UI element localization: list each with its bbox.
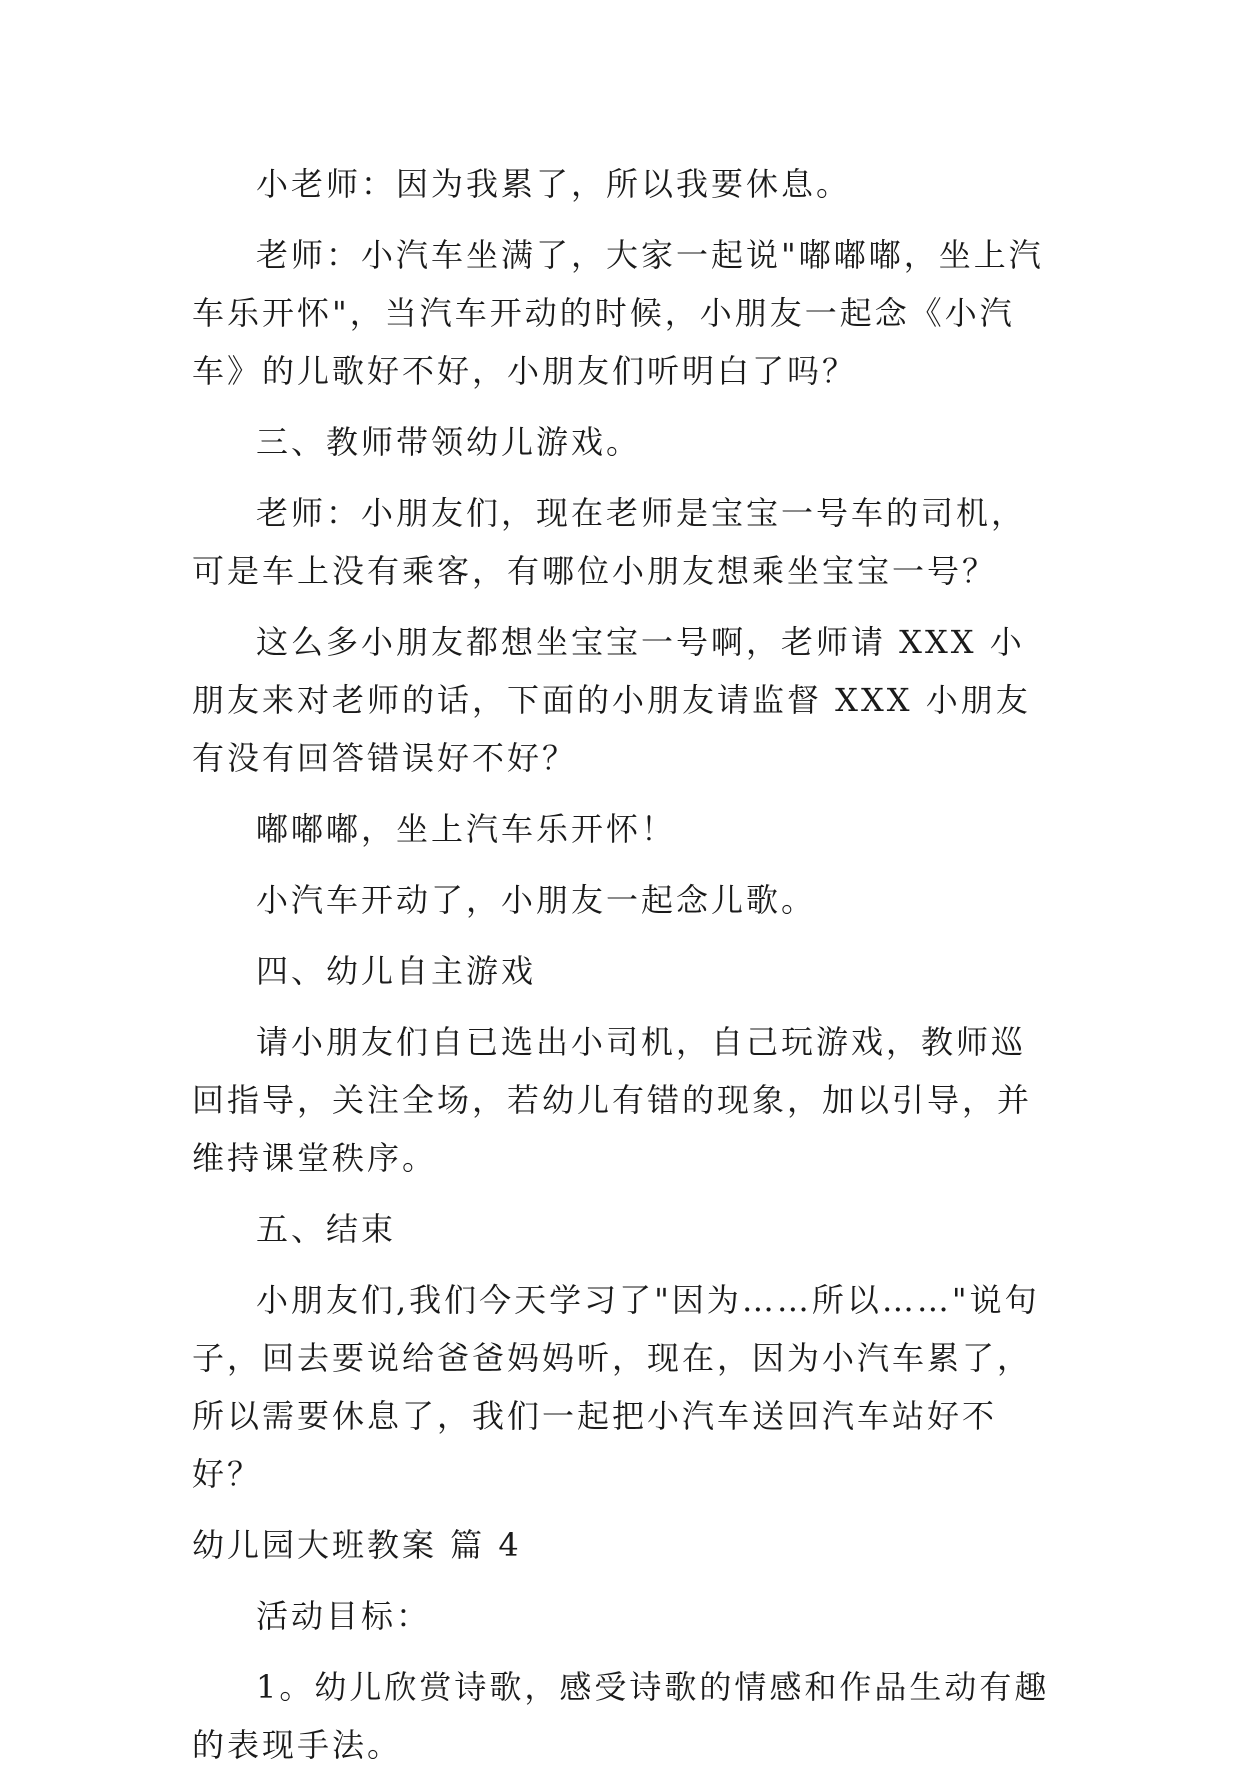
document-body bbox=[192, 155, 1052, 1787]
paragraph-car-starts: 小汽车开动了，小朋友一起念儿歌。 bbox=[256, 881, 817, 919]
paragraph-free-play: 请小朋友们自已选出小司机，自己玩游戏，教师巡回指导，关注全场，若幼儿有错的现象，加以引导，并维持课堂秩序。 bbox=[192, 1023, 1033, 1177]
lesson-plan-title: 幼儿园大班教案 篇 4 bbox=[192, 1526, 522, 1564]
section-heading-four: 四、幼儿自主游戏 bbox=[256, 952, 537, 990]
paragraph-little-teacher-reply: 小老师：因为我累了，所以我要休息。 bbox=[256, 165, 852, 203]
section-heading-five: 五、结束 bbox=[256, 1210, 397, 1248]
goal-item-1: 1。幼儿欣赏诗歌，感受诗歌的情感和作品生动有趣的表现手法。 bbox=[192, 1668, 1050, 1764]
section-heading-three: 三、教师带领幼儿游戏。 bbox=[256, 423, 642, 461]
paragraph-teacher-car-full: 老师：小汽车坐满了，大家一起说"嘟嘟嘟，坐上汽车乐开怀"，当汽车开动的时候，小朋友一起念《小汽车》的儿歌好不好，小朋友们听明白了吗？ bbox=[192, 236, 1044, 390]
activity-goals-label: 活动目标： bbox=[256, 1597, 432, 1635]
paragraph-ending: 小朋友们,我们今天学习了"因为……所以……"说句子，回去要说给爸爸妈妈听，现在，因为小汽车累了，所以需要休息了，我们一起把小汽车送回汽车站好不好？ bbox=[192, 1281, 1040, 1493]
paragraph-teacher-driver: 老师：小朋友们，现在老师是宝宝一号车的司机，可是车上没有乘客，有哪位小朋友想乘坐宝宝一号？ bbox=[192, 494, 1027, 590]
paragraph-many-children: 这么多小朋友都想坐宝宝一号啊，老师请 XXX 小朋友来对老师的话，下面的小朋友请监督 XXX 小朋友有没有回答错误好不好？ bbox=[192, 623, 1031, 777]
paragraph-chant: 嘟嘟嘟，坐上汽车乐开怀！ bbox=[256, 810, 677, 848]
